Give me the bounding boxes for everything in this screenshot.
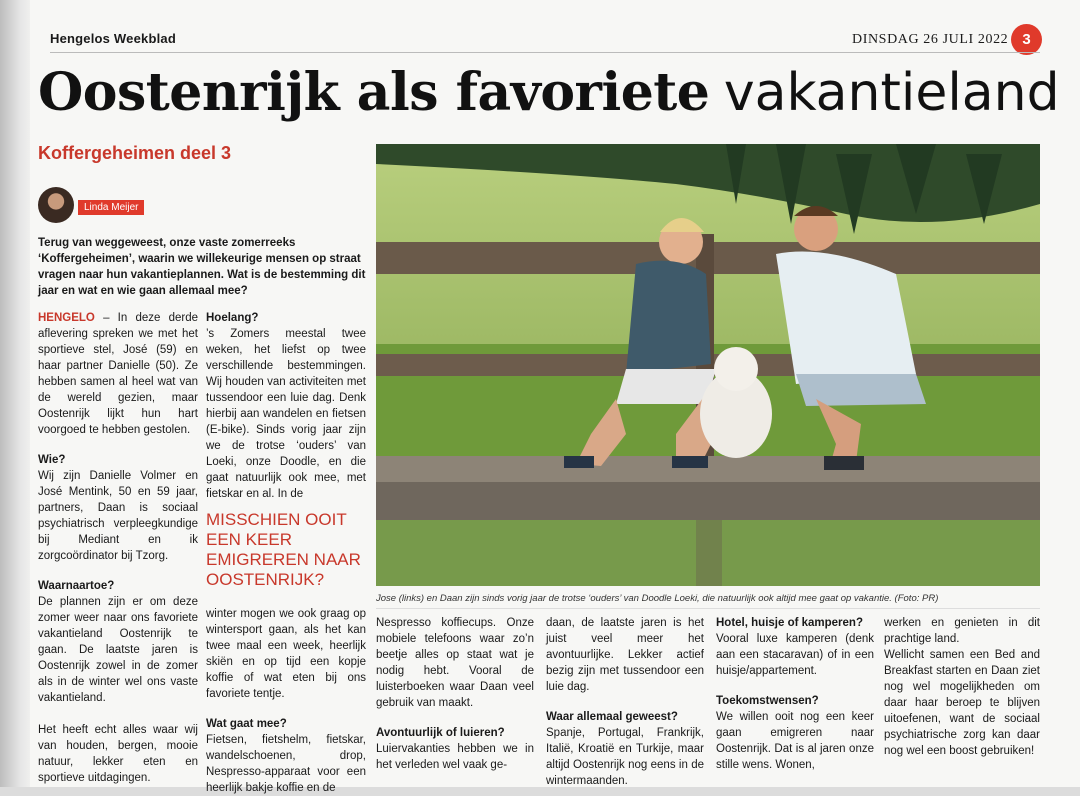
paragraph: Het heeft echt alles waar wij van houden, bergen, mooie natuur, lekker eten en sportieve uitdagingen. [38,724,198,784]
text-column-2 [206,310,366,796]
headline-bold: Oostenrijk als favoriete [38,62,710,123]
paragraph: ’s Zomers meestal twee weken, het liefst op twee verschillende bestemmingen. Wij houden van activiteiten met tussendoor een luie dag. Denk hierbij aan wandelen en fietsen (E-bike). Sinds vorig jaar zijn we de trotse ‘ouders’ van Loeki, onze Doodle, en die gaat natuurlijk ook mee, met fietskar en al. In de [206,328,366,500]
caption-rule [376,608,1040,609]
publication-name: Hengelos Weekblad [50,31,176,46]
paragraph: De plannen zijn er om deze zomer weer naar ons favoriete vakantieland Oostenrijk te gaan. De laatste jaren is Oostenrijk zowel in de zomer als in de winter wel ons vaste vakantieland. [38,596,198,704]
subheading-waar-geweest: Waar allemaal geweest? [546,711,678,723]
paragraph: Vooral luxe kamperen (denk aan een stacaravan) of in een huisje/appartement. [716,633,874,677]
paragraph: Luiervakanties hebben we in het verleden wel vaak ge- [376,743,534,771]
headline [38,62,1060,124]
series-kicker: Koffergeheimen deel 3 [38,143,232,163]
paragraph: We willen ooit nog een keer gaan emigreren naar Oostenrijk. Dat is al jaren onze stille wens. Wonen, [716,711,874,771]
paragraph: daan, de laatste jaren is het juist veel meer het avontuurlijke. Lekker actief bezig zijn met tussendoor een luie dag. [546,617,704,693]
text-column-3 [376,615,534,773]
subheading-wie: Wie? [38,454,66,466]
text-column-6 [884,615,1040,759]
paragraph: Fietsen, fietshelm, fietskar, wandelschoenen, drop, Nespresso-apparaat voor een heerlijk bakje koffie en de [206,734,366,794]
text-column-4 [546,615,704,789]
author-avatar [38,187,74,223]
subheading-toekomstwensen: Toekomstwensen? [716,695,819,707]
paragraph: Spanje, Portugal, Frankrijk, Italië, Kroatië en Turkije, maar altijd Oostenrijk nog eens in de wintermaanden. [546,727,704,787]
issue-date: DINSDAG 26 JULI 2022 [852,32,1009,47]
subheading-wat-gaat-mee: Wat gaat mee? [206,718,287,730]
pull-quote: MISSCHIEN OOIT EEN KEER EMIGREREN NAAR OOSTENRIJK? [206,510,361,589]
paragraph: werken en genieten in dit prachtige land. [884,617,1040,645]
paragraph: Wellicht samen een Bed and Breakfast starten en Daan ziet nog wel mogelijkheden om daar haar beroep te blijven uitoefenen, want de sociaal psychiatrische zorg kan daar nog wel een boost gebruiken! [884,649,1040,757]
dateline: HENGELO [38,312,95,324]
headline-light: vakantieland [723,63,1060,123]
header-rule [50,52,1040,53]
article-intro: Terug van weggeweest, onze vaste zomerreeks ‘Koffergeheimen’, waarin we willekeurige mensen op straat vragen naar hun vakantieplannen. Wat is de bestemming dit jaar en wat en wie gaan allemaal mee? [38,237,366,297]
subheading-hoelang: Hoelang? [206,312,259,324]
author-byline: Linda Meijer [78,200,144,215]
paragraph: winter mogen we ook graag op wintersport gaan, als het kan twee maal een week, heerlijk skiën en op tijd een kopje koffie of wat eten bij ons favoriete tentje. [206,608,366,700]
text-column-5 [716,615,874,773]
subheading-avontuurlijk: Avontuurlijk of luieren? [376,727,505,739]
text-column-1 [38,310,198,786]
paragraph: Wij zijn Danielle Volmer en José Mentink, 50 en 59 jaar, partners, Daan is sociaal psychiatrisch verpleegkundige bij Mediant en ik zorgcoördinator bij Tzorg. [38,470,198,562]
page-number-badge: 3 [1011,24,1042,55]
subheading-waarnaartoe: Waarnaartoe? [38,580,115,592]
paragraph: Nespresso koffiecups. Onze mobiele telefoons waar zo’n beetje alles op staat wat je nodig hebt. Vooral de luisterboeken waar Daan veel gebruik van maakt. [376,617,534,709]
photo-caption: Jose (links) en Daan zijn sinds vorig jaar de trotse ‘ouders’ van Doodle Loeki, die natuurlijk ook altijd mee gaat op vakantie. (Foto: PR) [376,593,939,604]
article-photo [376,144,1040,586]
page-spine-shadow [0,0,34,787]
newspaper-page [30,0,1080,794]
paragraph: HENGELO – In deze derde aflevering spreken we met het sportieve stel, José (59) en haar partner Danielle (50). Ze hebben samen al heel wat van de wereld gezien, maar Oostenrijk lijkt hun hart voorgoed te hebben gestolen. [38,312,198,436]
subheading-hotel: Hotel, huisje of kamperen? [716,617,863,629]
